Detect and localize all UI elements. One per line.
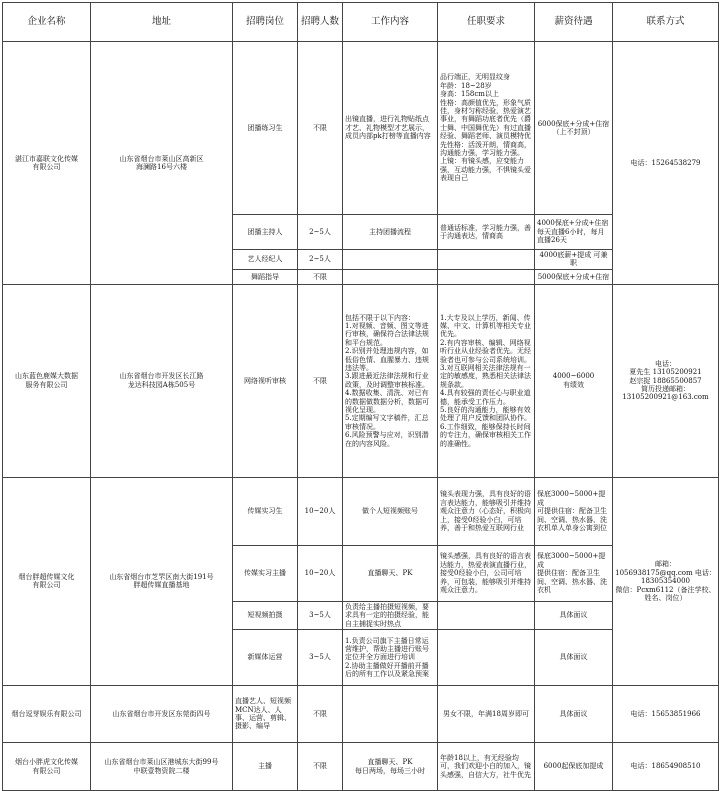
header-content: 工作内容 xyxy=(343,3,438,42)
job-content xyxy=(343,269,438,284)
job-position: 新媒体运营 xyxy=(233,630,298,686)
job-requirements xyxy=(438,250,535,270)
job-position: 舞蹈指导 xyxy=(233,269,298,284)
job-content: 1.负责公司旗下主播日常运营维护，帮助主播进行账号定位并全方面进行培训 2.协助主播做好开播前开播后的所有工作以及紧急预案 xyxy=(343,630,438,686)
job-count: 不限 xyxy=(298,686,343,743)
job-salary: 5000保底+分成+住宿 xyxy=(535,269,613,284)
job-count: 2~5人 xyxy=(298,250,343,270)
header-row xyxy=(3,3,719,42)
header-company: 企业名称 xyxy=(3,3,91,42)
header-count: 招聘人数 xyxy=(298,3,343,42)
job-content: 直播聊天、PK 每日两场，每场三小时 xyxy=(343,743,438,791)
job-count: 不限 xyxy=(298,269,343,284)
table-row xyxy=(3,284,719,477)
job-requirements: 1.大专及以上学历，新闻、传媒、中文、计算机等相关专业优先。 2.有内容审核、编辑、网络视听行业从业经验者优先。无经验者也可参与公司系统培训。 3.对互联网相关法律法规有一定的敏感度，熟悉相关法律法规条款。 4.具有较强的责任心与职业道德，能承受工作压力。 5.良好的沟通能力，能够有效处理了用户反馈和团队协作。 6.工作细致，能够保持长时间的专注力，确保审核相关工作的准确性。 xyxy=(438,284,535,477)
job-requirements xyxy=(438,269,535,284)
company-contact: 电话： 夏先生 13105200921 赵宗捉 18865500857 简历投递邮箱： 13105200921@163.com xyxy=(613,284,719,477)
company-name: 烟台小胖虎文化传媒 有限公司 xyxy=(3,743,91,791)
job-content: 负责给主播拍摄短视频，要求具有一定的拍摄经验，能自主捕捉实时热点 xyxy=(343,601,438,629)
company-address: 山东省烟台市莱山区高新区 海澜路16号六楼 xyxy=(91,42,233,285)
job-salary: 保底3000~5000+提成 可提供住宿：配备卫生间、空调、热水器、洗衣机单人单身公寓到位 xyxy=(535,477,613,545)
company-address: 山东省烟台市开发区长江路 龙达科技园A栋505号 xyxy=(91,284,233,477)
job-requirements: 男女不限，年满18周岁即可 xyxy=(438,686,535,743)
header-position: 招聘岗位 xyxy=(233,3,298,42)
job-count: 不限 xyxy=(298,743,343,791)
company-address: 山东省烟台市莱山区港城东大街99号 中联壹物资院二楼 xyxy=(91,743,233,791)
job-requirements: 普通话标准，学习能力强，善于沟通表达，情商高 xyxy=(438,215,535,250)
job-requirements xyxy=(438,630,535,686)
company-contact: 电话：18654908510 xyxy=(613,743,719,791)
job-table xyxy=(2,2,719,791)
company-name: 湛江市嘉联文化传媒 有限公司 xyxy=(3,42,91,285)
job-count: 不限 xyxy=(298,42,343,215)
header-contact: 联系方式 xyxy=(613,3,719,42)
company-contact: 邮箱： 1056938175@qq.com 电话：18305354000 微信：Pcxm6112（备注学校、姓名、岗位） xyxy=(613,477,719,685)
job-requirements: 镜头感强，具有良好的语言表达能力，热爱表演直播行业，接受0经验小白，公司可培养，可包装，能够吸引并维持观众注意力。 xyxy=(438,545,535,601)
job-position: 艺人经纪人 xyxy=(233,250,298,270)
job-salary: 4000保底+分成+住宿 每天直播6小时，每月直播26天 xyxy=(535,215,613,250)
job-content: 做个人短视频账号 xyxy=(343,477,438,545)
job-position: 主播 xyxy=(233,743,298,791)
table-row xyxy=(3,42,719,215)
company-name: 烟台逗芽娱乐有限公司 xyxy=(3,686,91,743)
job-salary: 具体面议 xyxy=(535,686,613,743)
company-contact: 电话：15264538279 xyxy=(613,42,719,285)
job-content: 主持团播流程 xyxy=(343,215,438,250)
job-count: 10~20人 xyxy=(298,545,343,601)
header-requirements: 任职要求 xyxy=(438,3,535,42)
job-position: 传媒实习生 xyxy=(233,477,298,545)
job-salary: 6000起保底加提成 xyxy=(535,743,613,791)
job-requirements xyxy=(438,601,535,629)
job-position: 直播艺人、短视频MCN达人、人事、运营、剪辑、摄影、编导 xyxy=(233,686,298,743)
company-name: 烟台胖超传媒文化 有限公司 xyxy=(3,477,91,685)
company-contact: 电话：15653851966 xyxy=(613,686,719,743)
job-requirements: 年龄18以上，有无经验均可，我们欢迎小白的加入，镜头感强，自信大方，社牛优先 xyxy=(438,743,535,791)
job-requirements: 镜头表现力强，具有良好的语言表达能力，能够吸引并维持观众注意力（心态好，积极向上，接受0经验小白，可培养，善于和热爱互联网行业 xyxy=(438,477,535,545)
company-name: 山东蓝色鹿媒大数据 服务有限公司 xyxy=(3,284,91,477)
job-count: 2~5人 xyxy=(298,215,343,250)
job-salary: 6000保底+分成+住宿 （上不封顶） xyxy=(535,42,613,215)
header-address: 地址 xyxy=(91,3,233,42)
table-row xyxy=(3,686,719,743)
table-row xyxy=(3,743,719,791)
company-address: 山东省烟台市芝罘区南大街191号 胖超传媒直播基地 xyxy=(91,477,233,685)
job-position: 团播练习生 xyxy=(233,42,298,215)
job-salary: 具体面议 xyxy=(535,601,613,629)
job-content xyxy=(343,686,438,743)
job-count: 10~20人 xyxy=(298,477,343,545)
job-content: 包括不限于以下内容： 1.对视频、音频、图文等进行审核，确保符合法律法规和平台规范。 2.识别并处理违规内容，如低俗色情、血腥暴力、违规违法等。 3.跟进最近法律法规和行业政策，及时调整审核标准。 4.数据收集、清洗、对已有的数据做数据分析，数据可视化呈现。 5.定期编写文字稿件，汇总审核情况。 6.风险预警与应对，识别潜在的内容风险。 xyxy=(343,284,438,477)
job-count: 不限 xyxy=(298,284,343,477)
job-count: 3~5人 xyxy=(298,601,343,629)
job-content: 出镜直播，进行礼物贴纸点才艺、礼物模型才艺展示，成员内部pk打榜等直播内容 xyxy=(343,42,438,215)
job-position: 团播主持人 xyxy=(233,215,298,250)
job-position: 短视频拍摄 xyxy=(233,601,298,629)
job-content xyxy=(343,250,438,270)
job-count: 3~5人 xyxy=(298,630,343,686)
job-position: 传媒实习主播 xyxy=(233,545,298,601)
job-content: 直播聊天、PK xyxy=(343,545,438,601)
job-salary: 4000~6000 有绩效 xyxy=(535,284,613,477)
header-salary: 薪资待遇 xyxy=(535,3,613,42)
job-salary: 具体面议 xyxy=(535,630,613,686)
job-position: 网络视听审核 xyxy=(233,284,298,477)
job-requirements: 品行端正，无明显纹身 年龄：18~28岁 身高：158cm以上 性格：高颜值优先，形象气质佳，身材匀称经验，热爱演艺事业，有舞蹈功底者优先（爵士舞、中国舞优先）有过直播经验、舞蹈老师、演员模特优先性格：活泼开朗，情商高，沟通能力强，学习能力强。 上镜：有镜头感，应变能力强，互动能力强，不惧镜头爱表现自己 xyxy=(438,42,535,215)
table-row xyxy=(3,477,719,545)
job-salary: 4000底薪+提成 可兼职 xyxy=(535,250,613,270)
job-salary: 保底3000~5000+提成 提供住宿：配备卫生间、空调、热水器、洗衣机 xyxy=(535,545,613,601)
company-address: 山东省烟台市开发区东莞街四号 xyxy=(91,686,233,743)
